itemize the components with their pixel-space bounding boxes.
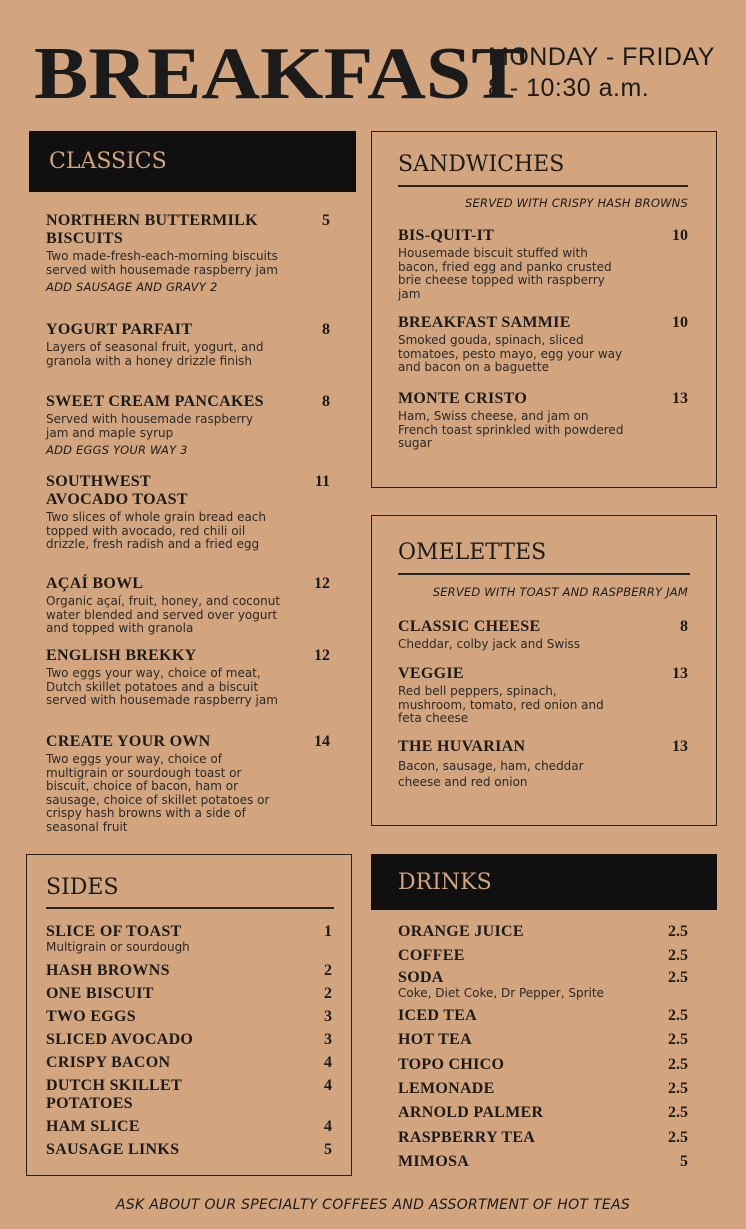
drinks-item <box>398 1080 688 1098</box>
item-name: YOGURT PARFAIT <box>46 321 193 338</box>
classics-item <box>46 733 330 834</box>
divider <box>398 185 688 187</box>
item-price: 3 <box>324 1008 332 1025</box>
drinks-item <box>398 1056 688 1074</box>
classics-item <box>46 647 330 708</box>
item-name: VEGGIE <box>398 665 464 682</box>
item-description: Red bell peppers, spinach, mushroom, tomato, red onion and feta cheese <box>398 684 604 725</box>
item-price: 2.5 <box>668 1007 688 1024</box>
hours-days: MONDAY - FRIDAY <box>488 43 715 71</box>
item-price: 8 <box>680 618 688 635</box>
item-name: ICED TEA <box>398 1007 478 1024</box>
item-name: CRISPY BACON <box>46 1054 171 1071</box>
classics-item <box>46 473 330 552</box>
item-name: NORTHERN BUTTERMILK BISCUITS <box>46 212 258 247</box>
classics-item <box>46 575 330 636</box>
item-price: 2.5 <box>668 1056 688 1073</box>
item-description: Cheddar, colby jack and Swiss <box>398 637 581 651</box>
classics-heading: CLASSICS <box>29 131 356 192</box>
item-description: Ham, Swiss cheese, and jam on French toast sprinkled with powdered sugar <box>398 409 624 450</box>
item-name: SOUTHWEST AVOCADO TOAST <box>46 473 188 508</box>
omelettes-note: SERVED WITH TOAST AND RASPBERRY JAM <box>432 585 688 599</box>
sides-heading: SIDES <box>46 875 119 900</box>
page-title: BREAKFAST <box>34 33 526 115</box>
item-description: Coke, Diet Coke, Dr Pepper, Sprite <box>398 986 604 1000</box>
item-description: Bacon, sausage, ham, cheddar cheese and red onion <box>398 759 584 789</box>
item-name: MONTE CRISTO <box>398 390 528 407</box>
item-price: 5 <box>324 1141 332 1158</box>
item-description: Smoked gouda, spinach, sliced tomatoes, pesto mayo, egg your way and bacon on a baguette <box>398 333 623 374</box>
item-price: 4 <box>324 1077 332 1094</box>
item-name: SLICE OF TOAST <box>46 923 182 940</box>
drinks-item <box>398 969 688 1001</box>
item-price: 5 <box>322 212 330 229</box>
sides-item <box>46 923 332 955</box>
hours-time: 8 - 10:30 a.m. <box>488 74 650 102</box>
omelettes-item <box>398 618 688 652</box>
item-name: ONE BISCUIT <box>46 985 154 1002</box>
item-description: Two made-fresh-each-morning biscuits served with housemade raspberry jam <box>46 249 278 277</box>
item-description: Layers of seasonal fruit, yogurt, and granola with a honey drizzle finish <box>46 340 264 368</box>
item-price: 13 <box>672 390 688 407</box>
item-price: 10 <box>672 227 688 244</box>
item-price: 3 <box>324 1031 332 1048</box>
item-name: CLASSIC CHEESE <box>398 618 541 635</box>
item-description: Housemade biscuit stuffed with bacon, fried egg and panko crusted brie cheese topped with raspberry jam <box>398 246 612 301</box>
item-price: 2 <box>324 985 332 1002</box>
item-addon: ADD SAUSAGE AND GRAVY 2 <box>46 280 218 294</box>
omelettes-item <box>398 665 688 726</box>
drinks-item <box>398 1129 688 1147</box>
item-description: Two eggs your way, choice of multigrain or sourdough toast or biscuit, choice of bacon, ham or sausage, choice of skillet potatoes or crispy hash browns with a side of seasonal fruit <box>46 752 270 834</box>
item-description: Two eggs your way, choice of meat, Dutch skillet potatoes and a biscuit served with housemade raspberry jam <box>46 666 278 707</box>
item-price: 4 <box>324 1118 332 1135</box>
item-price: 2.5 <box>668 969 688 986</box>
sides-item <box>46 1031 332 1049</box>
item-price: 14 <box>314 733 330 750</box>
sides-panel <box>26 854 352 1176</box>
sides-item <box>46 1118 332 1136</box>
item-name: AÇAÍ BOWL <box>46 575 144 592</box>
item-name: BIS-QUIT-IT <box>398 227 495 244</box>
drinks-item <box>398 1104 688 1122</box>
omelettes-item <box>398 738 688 790</box>
item-price: 1 <box>324 923 332 940</box>
sides-item <box>46 1054 332 1072</box>
item-price: 13 <box>672 738 688 755</box>
item-price: 2.5 <box>668 1080 688 1097</box>
item-name: SAUSAGE LINKS <box>46 1141 180 1158</box>
classics-item <box>46 212 330 294</box>
item-name: BREAKFAST SAMMIE <box>398 314 571 331</box>
divider <box>398 573 690 575</box>
item-description: Multigrain or sourdough <box>46 940 190 954</box>
classics-item <box>46 321 330 368</box>
sandwiches-note: SERVED WITH CRISPY HASH BROWNS <box>465 196 688 210</box>
item-description: Two slices of whole grain bread each topped with avocado, red chili oil drizzle, fresh radish and a fried egg <box>46 510 267 551</box>
sandwiches-heading: SANDWICHES <box>398 152 565 177</box>
item-name: SODA <box>398 969 444 986</box>
item-name: ENGLISH BREKKY <box>46 647 197 664</box>
item-price: 2.5 <box>668 1031 688 1048</box>
item-name: CREATE YOUR OWN <box>46 733 211 750</box>
hours <box>488 42 715 104</box>
item-name: ORANGE JUICE <box>398 923 524 940</box>
item-name: LEMONADE <box>398 1080 495 1097</box>
item-price: 11 <box>314 473 330 490</box>
item-name: HOT TEA <box>398 1031 472 1048</box>
drinks-item <box>398 923 688 941</box>
item-price: 4 <box>324 1054 332 1071</box>
item-name: THE HUVARIAN <box>398 738 526 755</box>
item-name: MIMOSA <box>398 1153 470 1170</box>
sides-item <box>46 962 332 980</box>
item-name: ARNOLD PALMER <box>398 1104 544 1121</box>
item-price: 2 <box>324 962 332 979</box>
item-name: RASPBERRY TEA <box>398 1129 536 1146</box>
sandwiches-panel <box>371 131 717 488</box>
footer-note: ASK ABOUT OUR SPECIALTY COFFEES AND ASSORTMENT OF HOT TEAS <box>115 1197 631 1213</box>
item-price: 13 <box>672 665 688 682</box>
item-name: SWEET CREAM PANCAKES <box>46 393 264 410</box>
sides-item <box>46 1077 332 1113</box>
drinks-item <box>398 1153 688 1171</box>
item-name: HAM SLICE <box>46 1118 140 1135</box>
sides-item <box>46 1141 332 1159</box>
item-price: 10 <box>672 314 688 331</box>
item-description: Served with housemade raspberry jam and maple syrup <box>46 412 254 440</box>
drinks-item <box>398 1007 688 1025</box>
omelettes-heading: OMELETTES <box>398 540 547 565</box>
item-name: SLICED AVOCADO <box>46 1031 194 1048</box>
drinks-item <box>398 1031 688 1049</box>
item-name: TOPO CHICO <box>398 1056 505 1073</box>
sandwiches-item <box>398 390 688 451</box>
item-addon: ADD EGGS YOUR WAY 3 <box>46 443 188 457</box>
item-price: 8 <box>322 393 330 410</box>
omelettes-panel <box>371 515 717 826</box>
item-price: 5 <box>680 1153 688 1170</box>
sides-item <box>46 1008 332 1026</box>
sandwiches-item <box>398 227 688 301</box>
drinks-heading: DRINKS <box>371 854 717 910</box>
item-price: 2.5 <box>668 947 688 964</box>
item-price: 2.5 <box>668 1129 688 1146</box>
item-price: 12 <box>314 647 330 664</box>
item-name: HASH BROWNS <box>46 962 170 979</box>
sandwiches-item <box>398 314 688 375</box>
classics-item <box>46 393 330 457</box>
item-price: 8 <box>322 321 330 338</box>
divider <box>46 907 334 909</box>
item-name: DUTCH SKILLET POTATOES <box>46 1077 182 1112</box>
item-name: COFFEE <box>398 947 465 964</box>
item-price: 12 <box>314 575 330 592</box>
item-price: 2.5 <box>668 923 688 940</box>
item-description: Organic açaí, fruit, honey, and coconut water blended and served over yogurt and topped with granola <box>46 594 281 635</box>
item-price: 2.5 <box>668 1104 688 1121</box>
drinks-item <box>398 947 688 965</box>
item-name: TWO EGGS <box>46 1008 136 1025</box>
sides-item <box>46 985 332 1003</box>
